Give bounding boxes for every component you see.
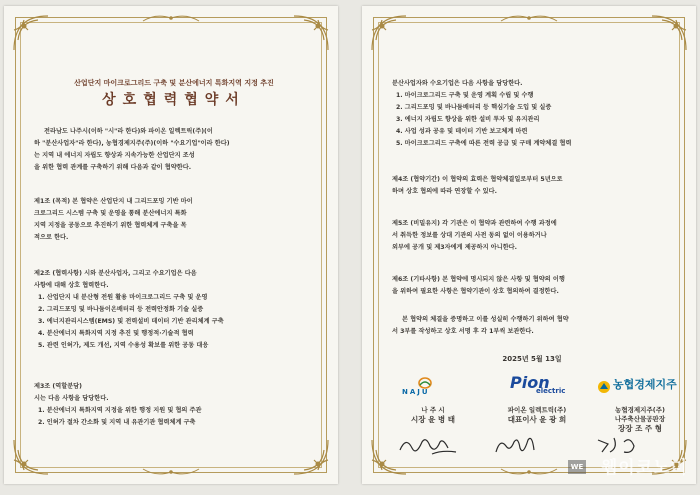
article-line: 제5조 (비밀유지) 각 기관은 이 협약과 관련하여 수행 과정에 bbox=[392, 220, 557, 227]
article-line: 크로그리드 시스템 구축 및 운영을 통해 분산에너지 특화 bbox=[34, 210, 187, 217]
nh-wordmark: 농협경제지주 bbox=[613, 378, 677, 391]
intro-paragraph bbox=[34, 126, 314, 174]
closing-line: 본 협약의 체결을 증명하고 이를 성실히 수행하기 위하여 협약 bbox=[402, 316, 569, 323]
article-line: 지역 지정을 공동으로 추진하기 위한 협력체계 구축을 목 bbox=[34, 222, 187, 229]
intro-line: 을 위한 협력 관계를 구축하기 위해 다음과 같이 협약한다. bbox=[34, 164, 192, 171]
signer-naju bbox=[398, 406, 468, 424]
list-item: 2. 그리드포밍 및 바나듐배터리 등 핵심기술 도입 및 실증 bbox=[396, 104, 552, 111]
intro-line: 전라남도 나주시(이하 "시"라 한다)와 파이온 일렉트릭(주)(이 bbox=[44, 128, 213, 135]
article-line: 분산사업자와 수요기업은 다음 사항을 담당한다. bbox=[392, 80, 523, 87]
article-line: 시는 다음 사항을 담당한다. bbox=[34, 395, 109, 402]
naju-logo bbox=[400, 376, 450, 400]
article-1 bbox=[34, 196, 314, 244]
list-item: 2. 그리드포밍 및 바나듐이온배터리 등 전력안정화 기술 실증 bbox=[38, 306, 204, 313]
article-line: 사항에 대해 상호 협력한다. bbox=[34, 282, 109, 289]
list-item: 3. 에너지 자립도 향상을 위한 설비 투자 및 유지관리 bbox=[396, 116, 540, 123]
list-item: 3. 에너지관리시스템(EMS) 및 전력설비 데이터 기반 관리체계 구축 bbox=[38, 318, 224, 325]
agreement-page-1 bbox=[4, 6, 338, 484]
article-5 bbox=[392, 218, 672, 254]
page-2-body bbox=[392, 6, 677, 484]
list-item: 4. 분산에너지 특화지역 지정 추진 및 행정적·기술적 협력 bbox=[38, 330, 194, 337]
page-1-body bbox=[34, 6, 314, 484]
naju-wordmark: NAJU bbox=[402, 388, 430, 396]
article-4 bbox=[392, 174, 672, 198]
intro-line: 하 "분산사업자"라 한다), 농협경제지주(주)(이하 "수요기업"이라 한다) bbox=[34, 140, 230, 147]
signer-org: 파이온 일렉트릭(주) bbox=[507, 406, 567, 414]
nh-emblem-icon bbox=[597, 380, 611, 394]
list-item: 4. 사업 성과 공유 및 데이터 기반 보고체계 마련 bbox=[396, 128, 528, 135]
article-line: 외부에 공개 및 제3자에게 제공하지 아니한다. bbox=[392, 244, 518, 251]
watermark: 웹이코노미 bbox=[600, 458, 688, 478]
signer-role: 시장 윤 병 태 bbox=[410, 415, 456, 424]
document-subtitle: 산업단지 마이크로그리드 구축 및 분산에너지 특화지역 지정 추진 bbox=[74, 79, 274, 87]
article-3 bbox=[34, 381, 314, 429]
nh-logo bbox=[597, 376, 696, 400]
list-item: 1. 분산에너지 특화지역 지정을 위한 행정 지원 및 협의 주관 bbox=[38, 407, 202, 414]
list-item: 5. 관련 인허가, 제도 개선, 지역 수용성 확보를 위한 공동 대응 bbox=[38, 342, 209, 349]
pion-electric-logo bbox=[502, 373, 582, 400]
article-line: 제4조 (협약기간) 이 협약의 효력은 협약체결일로부터 5년으로 bbox=[392, 176, 563, 183]
closing-line: 서 3부를 작성하고 상호 서명 후 각 1부씩 보관한다. bbox=[392, 328, 534, 335]
list-item: 1. 산업단지 내 분산형 전원 활용 마이크로그리드 구축 및 운영 bbox=[38, 294, 208, 301]
intro-line: 는 지역 내 에너지 자립도 향상과 지속가능한 산업단지 조성 bbox=[34, 152, 195, 159]
list-item: 5. 마이크로그리드 구축에 따른 전력 공급 및 구매 계약체결 협력 bbox=[396, 140, 572, 147]
closing-paragraph bbox=[392, 314, 672, 338]
signer-org: 나 주 시 bbox=[421, 406, 445, 414]
article-6 bbox=[392, 274, 672, 298]
logo-row bbox=[392, 373, 677, 400]
article-line: 제2조 (협력사항) 시와 분산사업자, 그리고 수요기업은 다음 bbox=[34, 270, 197, 277]
signer-pion bbox=[492, 406, 582, 424]
article-3-continued bbox=[392, 78, 672, 150]
signing-date: 2025년 5월 13일 bbox=[502, 355, 562, 363]
article-line: 을 위하여 필요한 사항은 협약기관이 상호 협의하여 결정한다. bbox=[392, 288, 559, 295]
signer-org: 농협경제지주(주) bbox=[615, 406, 665, 414]
article-line: 서 취득한 정보를 상대 기관의 사전 동의 없이 이용하거나 bbox=[392, 232, 547, 239]
signer-role: 대표이사 윤 광 희 bbox=[507, 415, 567, 424]
article-line: 적으로 한다. bbox=[34, 234, 69, 241]
article-line: 제1조 (목적) 본 협약은 산업단지 내 그리드포밍 기반 마이 bbox=[34, 198, 193, 205]
list-item: 2. 인허가 절차 간소화 및 지역 내 유관기관 협력체계 구축 bbox=[38, 419, 196, 426]
article-2 bbox=[34, 268, 314, 352]
pion-wordmark: Pion bbox=[510, 373, 550, 392]
watermark-badge-icon: WE bbox=[568, 460, 586, 474]
list-item: 1. 마이크로그리드 구축 및 운영 계획 수립 및 수행 bbox=[396, 92, 534, 99]
article-line: 하며 상호 협의에 따라 연장할 수 있다. bbox=[392, 188, 497, 195]
article-line: 제6조 (기타사항) 본 협약에 명시되지 않은 사항 및 협약의 이행 bbox=[392, 276, 565, 283]
agreement-page-2 bbox=[362, 6, 696, 484]
pion-subword: electric bbox=[536, 387, 566, 395]
signer-nh bbox=[590, 406, 690, 433]
signer-role: 장장 조 주 형 bbox=[617, 424, 663, 433]
signer-org-sub: 나주축산물공판장 bbox=[614, 415, 666, 423]
document-title: 상호협력협약서 bbox=[102, 92, 246, 108]
article-line: 제3조 (역할분담) bbox=[34, 383, 82, 390]
